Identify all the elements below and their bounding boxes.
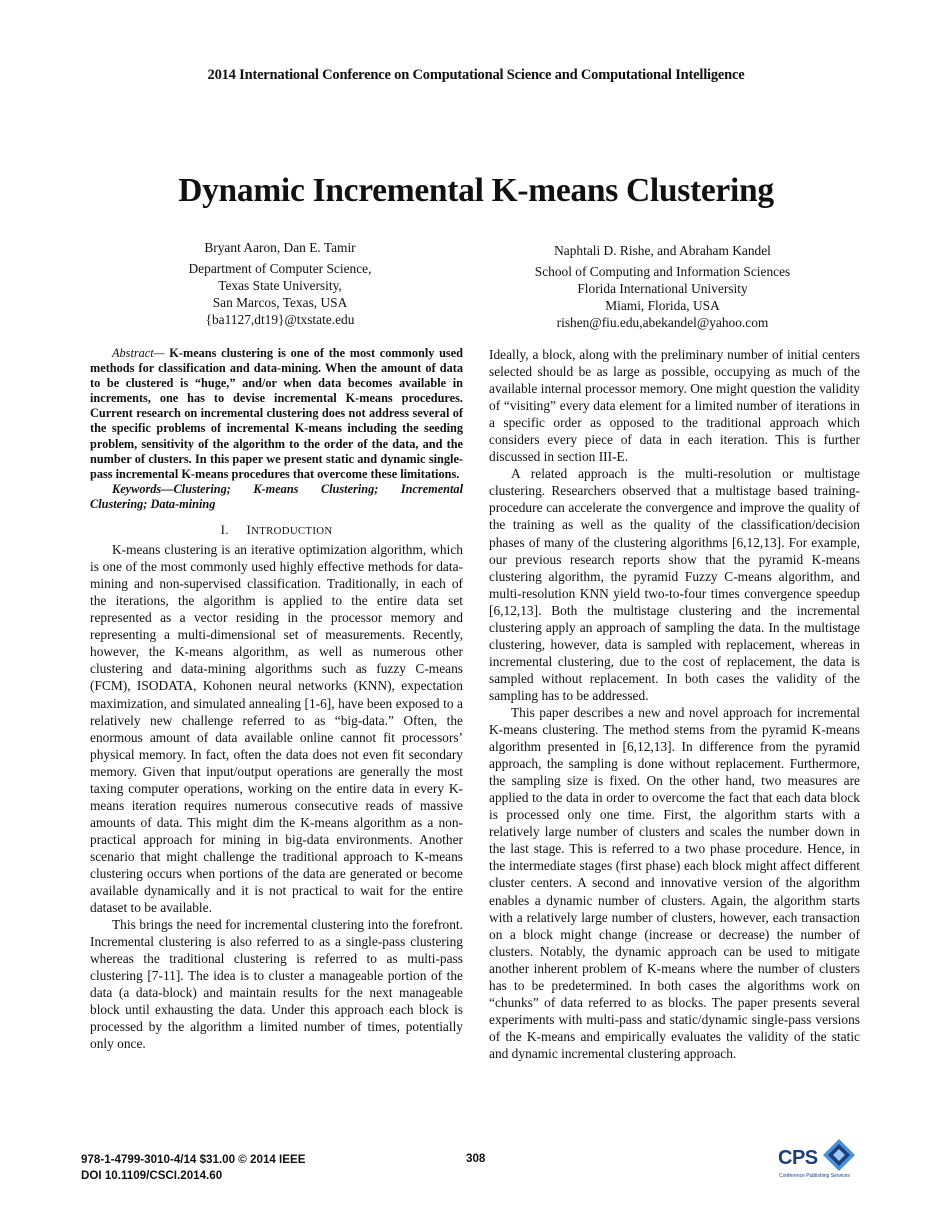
footer-doi: DOI 10.1109/CSCI.2014.60	[81, 1169, 223, 1182]
keywords: Keywords—Clustering; K-means Clustering; Incremental Clustering; Data-mining	[90, 481, 463, 511]
author-inst: Texas State University,	[218, 278, 342, 293]
author-inst: Florida International University	[577, 281, 748, 296]
paragraph: Ideally, a block, along with the preliminary number of initial centers selected should be as large as possible, occupying as much of the available internal processor memory. One might question the validity of “visiting” every data element for a limited number of iterations in a specific order as opposed to the traditional approach which considers every piece of data in each iteration. This is further discussed in section III-E.	[489, 347, 860, 465]
abstract-text: K-means clustering is one of the most commonly used methods for classification and data-mining. When the amount of data to be clustered is “huge,” and/or when data becomes available in increments, one has to devise incremental K-means procedures. Current research on incremental clustering does not address several of the specific problems of incremental K-means including the seeding problem, sensitivity of the algorithm to the order of the data, and the number of clusters. In this paper we present static and dynamic single-pass incremental K-means procedures that overcome these limitations.	[90, 346, 463, 481]
section-number: I.	[220, 522, 229, 538]
page-number: 308	[466, 1152, 486, 1165]
author-names: Bryant Aaron, Dan E. Tamir	[204, 240, 356, 255]
right-column	[489, 346, 860, 1062]
paragraph: This brings the need for incremental clustering into the forefront. Incremental clustering is also referred to as a single-pass clustering whereas the traditional clustering is referred to as multi-pass clustering [7-11]. The idea is to cluster a manageable portion of the data (a data-block) and maintain results for the next manageable block until exhausting the data. Under this approach each block is processed by the algorithm a limited number of times, potentially only once.	[90, 917, 463, 1052]
author-loc: San Marcos, Texas, USA	[212, 295, 348, 310]
paragraph: This paper describes a new and novel approach for incremental K-means clustering. The method stems from the pyramid K-means algorithm presented in [6,12,13]. In difference from the pyramid approach, the sampling is done without replacement. Furthermore, the sampling size is fixed. On the other hand, two measures are applied to the data in order to overcome the fact that each data block is processed only one time. First, the algorithm starts with a relatively large number of clusters and scales the number down in the last stage. This is referred to a two phase procedure. Hence, in the intermediate stages (first phase) each block might affect different cluster centers. A second and innovative version of the algorithm enables a dynamic number of clusters. Again, the algorithm starts with a relatively large number of clusters, however, each transaction on a block might change (increase or decrease) the number of clusters. Notably, the dynamic approach can be used to mitigate another inherent problem of K-means where the number of clusters has to be predetermined. In both cases the algorithms work on “chunks” of data referred to as blocks. The paper presents several experiments with multi-pass and static/dynamic single-pass versions of the K-means and empirically evaluates the validity of the static and dynamic incremental clustering approach.	[489, 704, 860, 1061]
author-loc: Miami, Florida, USA	[605, 298, 720, 313]
author-dept: School of Computing and Information Sciences	[534, 264, 791, 279]
section-initial: I	[246, 522, 252, 538]
abstract-label: Abstract—	[112, 346, 165, 360]
footer-publication-info	[81, 1152, 305, 1184]
paragraph: K-means clustering is an iterative optimization algorithm, which is one of the most commonly used highly effective methods for data-mining and non-supervised classification. Traditionally, in each of the iterations, the algorithm is applied to the entire data set represented as a vector residing in the processor memory and representing a multi-dimensional set of measurements. Recently, however, the K-means algorithm, as well as numerous other clustering and data-mining algorithms such as fuzzy C-means (FCM), ISODATA, Kohonen neural networks (KNN), expectation maximization, and simulated annealing [1-6], have been exposed to a relatively new challenge referred to as “big-data.” Often, the enormous amount of data available online cannot fit processors’ physical memory. In fact, often the data does not even fit secondary memory. Given that input/output operations are generally the most taxing computer operations, working on the entire data in every K-means iteration requires numerous consecutive reads of massive amounts of data. This might dim the K-means algorithm as a non-practical approach for mining in big-data environments. Another scenario that might challenge the traditional approach to K-means clustering occurs when portions of the data are generated or become available dynamically and it is not practical to wait for the entire dataset to be available.	[90, 542, 463, 916]
logo-subtitle: Conference Publishing Services	[779, 1173, 850, 1179]
paper-title: Dynamic Incremental K-means Clustering	[178, 172, 774, 209]
author-dept: Department of Computer Science,	[188, 261, 372, 276]
author-block-1	[130, 239, 430, 328]
author-names: Naphtali D. Rishe, and Abraham Kandel	[554, 243, 771, 258]
cps-logo	[778, 1138, 858, 1184]
author-block-2	[490, 242, 835, 331]
diamond-icon	[822, 1138, 856, 1172]
footer-isbn: 978-1-4799-3010-4/14 $31.00 © 2014 IEEE	[81, 1153, 306, 1166]
left-column	[90, 346, 463, 1052]
section-title-rest: NTRODUCTION	[251, 525, 333, 538]
section-heading-introduction	[90, 521, 463, 540]
paragraph: A related approach is the multi-resolution or multistage clustering. Researchers observed that a multistage based training-procedure can accelerate the convergence and improve the quality of the training as well as the quality of the classification/decision phases of many of the clustering algorithms [6,12,13]. For example, our previous research reports show that the pyramid K-means clustering algorithm, the pyramid Fuzzy C-means algorithm, and multi-resolution KNN yield two-to-four times convergence speedup [6,12,13]. Both the multistage clustering and the incremental clustering apply an approach of sampling the data. In the multistage clustering, however, data is sampled with replacement, whereas in incremental clustering, due to the cost of replacement, the data is sampled without replacement. In both cases the validity of the sampling has to be addressed.	[489, 466, 860, 703]
author-email: rishen@fiu.edu,abekandel@yahoo.com	[556, 315, 769, 330]
logo-text: CPS	[778, 1147, 818, 1169]
conference-header: 2014 International Conference on Computational Science and Computational Intelligence	[207, 67, 745, 83]
abstract	[90, 346, 463, 482]
author-email: {ba1127,dt19}@txstate.edu	[205, 312, 355, 327]
